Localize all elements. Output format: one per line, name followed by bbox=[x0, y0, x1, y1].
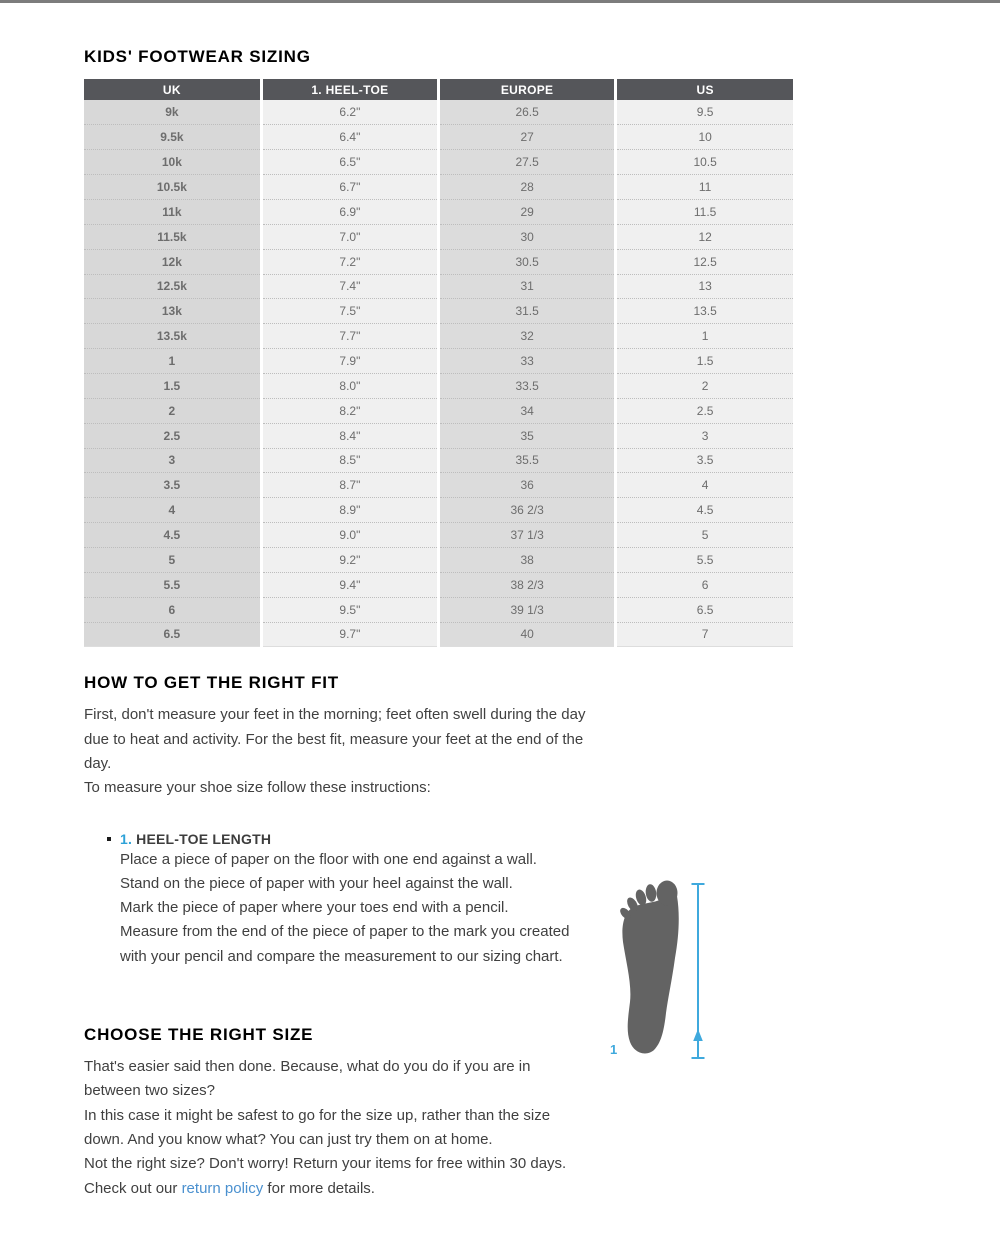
step-heel-toe-length bbox=[120, 831, 594, 969]
size-cell: 11.5k bbox=[84, 224, 261, 249]
choose-paragraph-2: In this case it might be safest to go for the size up, rather than the size down. And you know what? You can just try them on at home. bbox=[84, 1106, 551, 1148]
size-cell: 6.2" bbox=[261, 100, 438, 125]
size-cell: 3 bbox=[616, 423, 793, 448]
size-cell: 5 bbox=[616, 523, 793, 548]
size-cell: 7.2" bbox=[261, 249, 438, 274]
table-row bbox=[84, 523, 793, 548]
size-cell: 9.7" bbox=[261, 622, 438, 647]
table-row bbox=[84, 597, 793, 622]
size-cell: 8.7" bbox=[261, 473, 438, 498]
kids-sizing-table bbox=[84, 79, 793, 647]
measurement-arrow-icon bbox=[690, 882, 706, 1060]
size-cell: 11k bbox=[84, 199, 261, 224]
table-row bbox=[84, 473, 793, 498]
size-cell: 34 bbox=[439, 398, 616, 423]
choose-paragraph-3 bbox=[84, 1152, 584, 1201]
size-cell: 26.5 bbox=[439, 100, 616, 125]
choose-size-section bbox=[84, 1025, 914, 1201]
sizing-table-body bbox=[84, 100, 793, 647]
size-cell: 7.4" bbox=[261, 274, 438, 299]
table-row bbox=[84, 199, 793, 224]
size-cell: 13.5k bbox=[84, 324, 261, 349]
size-cell: 9.5" bbox=[261, 597, 438, 622]
size-cell: 30 bbox=[439, 224, 616, 249]
size-cell: 10.5 bbox=[616, 150, 793, 175]
size-cell: 31.5 bbox=[439, 299, 616, 324]
size-cell: 40 bbox=[439, 622, 616, 647]
step-number: 1. bbox=[120, 830, 133, 847]
table-row bbox=[84, 448, 793, 473]
return-text-pre: Not the right size? Don't worry! Return your items for free within 30 days. Check out our bbox=[84, 1155, 567, 1197]
size-cell: 28 bbox=[439, 175, 616, 200]
step-instruction-line: Place a piece of paper on the floor with one end against a wall. bbox=[120, 850, 537, 868]
size-cell: 7.9" bbox=[261, 349, 438, 374]
size-cell: 31 bbox=[439, 274, 616, 299]
size-cell: 4 bbox=[616, 473, 793, 498]
choose-section-heading: CHOOSE THE RIGHT SIZE bbox=[84, 1025, 314, 1045]
size-cell: 7 bbox=[616, 622, 793, 647]
size-cell: 3.5 bbox=[84, 473, 261, 498]
size-cell: 11.5 bbox=[616, 199, 793, 224]
size-cell: 12.5 bbox=[616, 249, 793, 274]
size-cell: 8.9" bbox=[261, 498, 438, 523]
size-cell: 10k bbox=[84, 150, 261, 175]
sizing-table-header bbox=[84, 79, 793, 100]
size-cell: 8.5" bbox=[261, 448, 438, 473]
size-cell: 8.4" bbox=[261, 423, 438, 448]
size-cell: 6.5 bbox=[84, 622, 261, 647]
size-cell: 37 1/3 bbox=[439, 523, 616, 548]
size-cell: 9.4" bbox=[261, 572, 438, 597]
bullet-square-icon bbox=[107, 837, 111, 841]
size-cell: 2.5 bbox=[616, 398, 793, 423]
size-cell: 8.2" bbox=[261, 398, 438, 423]
size-cell: 38 2/3 bbox=[439, 572, 616, 597]
foot-measure-diagram bbox=[598, 876, 728, 1066]
size-cell: 38 bbox=[439, 547, 616, 572]
size-cell: 4.5 bbox=[84, 523, 261, 548]
header-row bbox=[84, 79, 793, 100]
size-cell: 33.5 bbox=[439, 373, 616, 398]
size-cell: 8.0" bbox=[261, 373, 438, 398]
step-title-row bbox=[120, 831, 594, 847]
step-instruction-line: Mark the piece of paper where your toes end with a pencil. bbox=[120, 899, 509, 917]
size-cell: 3.5 bbox=[616, 448, 793, 473]
size-cell: 12k bbox=[84, 249, 261, 274]
table-row bbox=[84, 547, 793, 572]
column-header-uk: UK bbox=[84, 79, 261, 100]
size-cell: 7.5" bbox=[261, 299, 438, 324]
size-cell: 1 bbox=[84, 349, 261, 374]
size-cell: 36 bbox=[439, 473, 616, 498]
table-row bbox=[84, 349, 793, 374]
size-cell: 2 bbox=[84, 398, 261, 423]
table-row bbox=[84, 622, 793, 647]
size-cell: 29 bbox=[439, 199, 616, 224]
how-to-fit-section bbox=[84, 673, 914, 969]
size-cell: 12 bbox=[616, 224, 793, 249]
size-cell: 4.5 bbox=[616, 498, 793, 523]
step-title: HEEL-TOE LENGTH bbox=[136, 830, 272, 847]
size-cell: 13k bbox=[84, 299, 261, 324]
table-row bbox=[84, 100, 793, 125]
size-cell: 32 bbox=[439, 324, 616, 349]
size-cell: 10.5k bbox=[84, 175, 261, 200]
size-cell: 1.5 bbox=[84, 373, 261, 398]
table-row bbox=[84, 150, 793, 175]
table-row bbox=[84, 423, 793, 448]
choose-size-paragraphs bbox=[84, 1055, 584, 1201]
size-cell: 33 bbox=[439, 349, 616, 374]
return-policy-link[interactable]: return policy bbox=[181, 1179, 264, 1197]
size-cell: 27.5 bbox=[439, 150, 616, 175]
size-cell: 3 bbox=[84, 448, 261, 473]
size-cell: 9k bbox=[84, 100, 261, 125]
size-cell: 27 bbox=[439, 125, 616, 150]
diagram-step-label: 1 bbox=[610, 1042, 618, 1057]
size-cell: 11 bbox=[616, 175, 793, 200]
size-cell: 9.2" bbox=[261, 547, 438, 572]
size-cell: 10 bbox=[616, 125, 793, 150]
table-row bbox=[84, 274, 793, 299]
size-cell: 6.9" bbox=[261, 199, 438, 224]
size-cell: 9.5k bbox=[84, 125, 261, 150]
size-cell: 6.5 bbox=[616, 597, 793, 622]
size-cell: 6 bbox=[616, 572, 793, 597]
step-instructions bbox=[120, 848, 594, 969]
column-header-us: US bbox=[616, 79, 793, 100]
size-cell: 2 bbox=[616, 373, 793, 398]
size-cell: 5.5 bbox=[84, 572, 261, 597]
column-header-europe: EUROPE bbox=[439, 79, 616, 100]
table-row bbox=[84, 398, 793, 423]
size-cell: 1.5 bbox=[616, 349, 793, 374]
size-cell: 9.5 bbox=[616, 100, 793, 125]
size-cell: 5.5 bbox=[616, 547, 793, 572]
size-cell: 13.5 bbox=[616, 299, 793, 324]
size-cell: 36 2/3 bbox=[439, 498, 616, 523]
table-row bbox=[84, 373, 793, 398]
size-cell: 13 bbox=[616, 274, 793, 299]
table-row bbox=[84, 324, 793, 349]
size-cell: 7.7" bbox=[261, 324, 438, 349]
size-cell: 35 bbox=[439, 423, 616, 448]
size-cell: 12.5k bbox=[84, 274, 261, 299]
fit-section-heading: HOW TO GET THE RIGHT FIT bbox=[84, 673, 339, 693]
table-row bbox=[84, 249, 793, 274]
size-cell: 30.5 bbox=[439, 249, 616, 274]
table-row bbox=[84, 224, 793, 249]
table-row bbox=[84, 175, 793, 200]
size-cell: 9.0" bbox=[261, 523, 438, 548]
size-cell: 6.5" bbox=[261, 150, 438, 175]
size-cell: 6 bbox=[84, 597, 261, 622]
size-cell: 1 bbox=[616, 324, 793, 349]
size-cell: 6.7" bbox=[261, 175, 438, 200]
foot-silhouette-icon bbox=[614, 880, 684, 1060]
size-cell: 7.0" bbox=[261, 224, 438, 249]
fit-instructions-lead: To measure your shoe size follow these instructions: bbox=[84, 779, 431, 797]
column-header-1-heel-toe: 1. HEEL-TOE bbox=[261, 79, 438, 100]
step-instruction-line: Stand on the piece of paper with your heel against the wall. bbox=[120, 874, 513, 892]
size-cell: 2.5 bbox=[84, 423, 261, 448]
fit-intro-paragraph: First, don't measure your feet in the morning; feet often swell during the day due to heat and activity. For the best fit, measure your feet at the end of the day. bbox=[84, 706, 586, 772]
size-cell: 4 bbox=[84, 498, 261, 523]
size-cell: 39 1/3 bbox=[439, 597, 616, 622]
table-row bbox=[84, 299, 793, 324]
table-row bbox=[84, 572, 793, 597]
size-guide-page bbox=[84, 3, 914, 1201]
page-title: KIDS' FOOTWEAR SIZING bbox=[84, 47, 311, 66]
size-cell: 35.5 bbox=[439, 448, 616, 473]
size-cell: 6.4" bbox=[261, 125, 438, 150]
table-row bbox=[84, 498, 793, 523]
size-cell: 5 bbox=[84, 547, 261, 572]
step-instruction-line: Measure from the end of the piece of paper to the mark you created with your pencil and compare the measurement to our sizing chart. bbox=[120, 923, 570, 965]
return-text-post: for more details. bbox=[263, 1179, 375, 1197]
choose-paragraph-1: That's easier said then done. Because, what do you do if you are in between two sizes? bbox=[84, 1058, 531, 1100]
table-row bbox=[84, 125, 793, 150]
